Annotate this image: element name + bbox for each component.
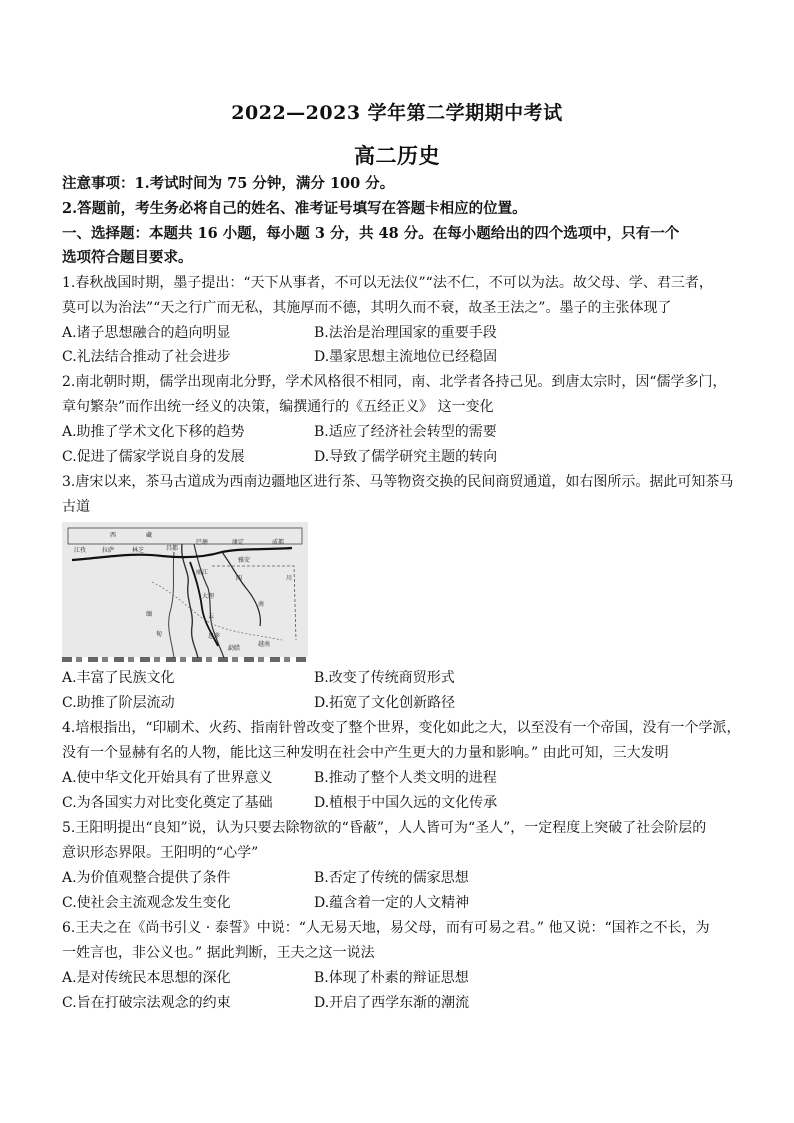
- question-3-option-c[interactable]: C.助推了阶层流动: [62, 695, 175, 711]
- question-1-option-c[interactable]: C.礼法结合推动了社会进步: [62, 349, 231, 365]
- map-label-lhasa: 拉萨: [102, 547, 115, 554]
- question-3-stem-cont: 古道: [62, 499, 90, 515]
- question-4-option-b[interactable]: B.推动了整个人类文明的进程: [314, 770, 497, 786]
- map-label-nan: 南: [258, 601, 265, 608]
- map-graphic: [62, 522, 308, 658]
- exam-title: 2022—2023 学年第二学期期中考试: [231, 102, 563, 124]
- question-1-option-d[interactable]: D.墨家思想主流地位已经稳固: [314, 349, 498, 365]
- question-4-option-a[interactable]: A.使中华文化开始具有了世界意义: [62, 770, 273, 786]
- question-4-option-c[interactable]: C.为各国实力对比变化奠定了基础: [62, 795, 273, 811]
- map-label-vietnam: 越南: [258, 641, 271, 648]
- question-2-option-d[interactable]: D.导致了儒学研究主题的转向: [314, 449, 498, 465]
- question-6-option-d[interactable]: D.开启了西学东渐的潮流: [314, 995, 470, 1011]
- map-label-dali: 大理: [202, 593, 215, 600]
- question-2-stem: 2.南北朝时期，儒学出现南北分野，学术风格很不相同，南、北学者各持己见。到唐太宗时，因“儒学多门，: [62, 374, 727, 390]
- section-heading: 一、选择题：本题共 16 小题，每小题 3 分，共 48 分。在每小题给出的四个选项中，只有一个: [62, 225, 680, 242]
- map-label-chengdu: 成都: [272, 539, 285, 546]
- exam-subject: 高二历史: [354, 143, 440, 168]
- map-label-qamdo: 昌都: [166, 545, 179, 552]
- map-label-kangding: 康定: [232, 539, 245, 546]
- question-2-option-a[interactable]: A.助推了学术文化下移的趋势: [62, 424, 245, 440]
- section-heading-cont: 选项符合题目要求。: [62, 249, 193, 266]
- question-1-stem: 1.春秋战国时期，墨子提出：“天下从事者，不可以无法仪”“法不仁，不可以为法。故父母、学、君三者，: [62, 275, 713, 291]
- map-label-mengla: 勐腊: [228, 645, 241, 652]
- map-label-lijiang: 丽江: [196, 569, 209, 576]
- question-6-stem: 6.王夫之在《尚书引义 · 泰誓》中说：“人无易天地，易父母，而有可易之君。” 他又说：“国祚之不长，为: [62, 920, 710, 936]
- question-6-stem-cont: 一姓言也，非公义也。” 据此判断，王夫之这一说法: [62, 945, 375, 961]
- question-2-stem-cont: 章句繁杂”而作出统一经义的决策，编撰通行的《五经正义》 这一变化: [62, 399, 494, 415]
- question-5-stem-cont: 意识形态界限。王阳明的“心学”: [62, 845, 259, 861]
- question-5-option-c[interactable]: C.使社会主流观念发生变化: [62, 895, 231, 911]
- question-2-option-c[interactable]: C.促进了儒家学说自身的发展: [62, 449, 245, 465]
- map-label-yaan: 雅安: [238, 557, 251, 564]
- map-label-batang: 巴塘: [196, 539, 209, 546]
- question-6-option-c[interactable]: C.旨在打破宗法观念的约束: [62, 995, 231, 1011]
- question-4-stem: 4.培根指出，“印刷术、火药、指南针曾改变了整个世界，变化如此之大，以至没有一个帝国，没有一个学派，: [62, 720, 741, 736]
- map-label-yun: 云: [208, 613, 215, 620]
- map-label-simao: 思茅: [208, 633, 221, 640]
- question-1-stem-cont: 莫可以为治法”“天之行广而无私，其施厚而不德，其明久而不衰，故圣王法之”。墨子的主张体现了: [62, 300, 672, 316]
- map-label-burma-2: 甸: [156, 631, 163, 638]
- map-label-burma-1: 缅: [146, 611, 153, 618]
- question-5-option-a[interactable]: A.为价值观整合提供了条件: [62, 870, 231, 886]
- notes-line-2: 2.答题前，考生务必将自己的姓名、准考证号填写在答题卡相应的位置。: [62, 200, 527, 217]
- question-1-option-b[interactable]: B.法治是治理国家的重要手段: [314, 325, 497, 341]
- question-3-stem: 3.唐宋以来，茶马古道成为西南边疆地区进行茶、马等物资交换的民间商贸通道，如右图所示。据此可知茶马: [62, 474, 734, 490]
- notes-line-1: 注意事项：1.考试时间为 75 分钟，满分 100 分。: [62, 175, 395, 192]
- map-label-si: 四: [236, 575, 243, 582]
- question-3-option-b[interactable]: B.改变了传统商贸形式: [314, 670, 455, 686]
- map-label-gyantse: 江孜: [74, 547, 87, 554]
- map-caption-fragment: [62, 657, 308, 662]
- question-1-option-a[interactable]: A.诸子思想融合的趋向明显: [62, 325, 231, 341]
- map-label-nyingchi: 林芝: [132, 547, 145, 554]
- question-4-stem-cont: 没有一个显赫有名的人物，能比这三种发明在社会中产生更大的力量和影响。” 由此可知，三大发明: [62, 745, 669, 761]
- question-3-option-a[interactable]: A.丰富了民族文化: [62, 670, 175, 686]
- question-2-option-b[interactable]: B.适应了经济社会转型的需要: [314, 424, 497, 440]
- question-5-stem: 5.王阳明提出“良知”说，认为只要去除物欲的“昏蔽”，人人皆可为“圣人”，一定程度上突破了社会阶层的: [62, 820, 707, 836]
- question-6-option-a[interactable]: A.是对传统民本思想的深化: [62, 970, 231, 986]
- question-4-option-d[interactable]: D.植根于中国久远的文化传承: [314, 795, 498, 811]
- question-3-option-d[interactable]: D.拓宽了文化创新路径: [314, 695, 456, 711]
- question-5-option-d[interactable]: D.蕴含着一定的人文精神: [314, 895, 470, 911]
- question-6-option-b[interactable]: B.体现了朴素的辩证思想: [314, 970, 469, 986]
- map-label-tibet-1: 西: [110, 532, 117, 539]
- map-label-tibet-2: 藏: [146, 532, 153, 539]
- tea-horse-road-map: [62, 522, 308, 658]
- question-5-option-b[interactable]: B.否定了传统的儒家思想: [314, 870, 469, 886]
- map-label-chuan: 川: [286, 575, 293, 582]
